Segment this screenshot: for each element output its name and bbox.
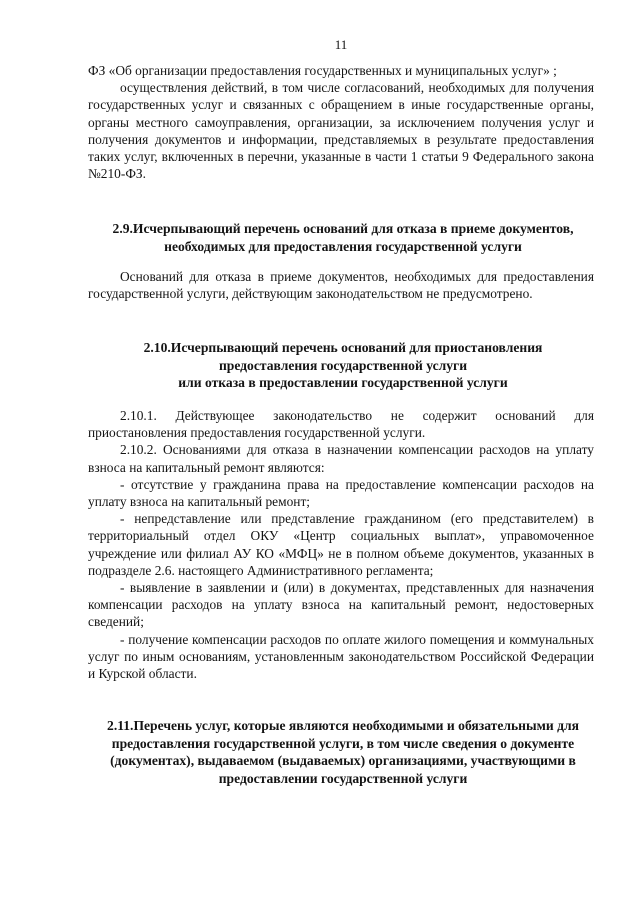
section-2-11-heading bbox=[88, 717, 598, 787]
section-2-9-heading bbox=[88, 220, 598, 255]
intro-block bbox=[88, 62, 594, 182]
section-2-10-heading bbox=[88, 339, 598, 392]
section-2-9-text: Оснований для отказа в приеме документов, необходимых для предоставления государственной услуги, действующим законодательством не предусмотрено. bbox=[88, 269, 594, 302]
section-2-10-heading-line2: предоставления государственной услуги bbox=[218, 357, 468, 373]
page-number: 11 bbox=[334, 37, 348, 52]
paragraph-2-10-1: 2.10.1. Действующее законодательство не содержит оснований для приостановления предоставления государственной услуги. bbox=[88, 408, 594, 441]
section-2-10-heading-line1: 2.10.Исчерпывающий перечень оснований для приостановления bbox=[143, 340, 543, 355]
intro-line: ФЗ «Об организации предоставления государственных и муниципальных услуг» ; bbox=[88, 63, 557, 78]
intro-paragraph: осуществления действий, в том числе согласований, необходимых для получения государственных услуг и связанных с обращением в иные государственные органы, органы местного самоуправления, организации, за исключением получения услуг и получения документов и информации, представляемых в результате предоставления таких услуг, включенных в перечни, указанные в части 1 статьи 9 Федерального закона №210-ФЗ. bbox=[88, 80, 594, 182]
section-2-10-heading-line3: или отказа в предоставлении государственной услуги bbox=[178, 375, 508, 391]
list-item-incomplete-documents: - непредставление или представление гражданином (его представителем) в территориальный отдел ОКУ «Центр социальных выплат», управомоченное учреждение или филиал АУ КО «МФЦ» не в полном объеме документов, указанных в подразделе 2.6. настоящего Административного регламента; bbox=[88, 511, 594, 578]
section-2-10-body bbox=[88, 407, 594, 682]
section-2-11-heading-text: 2.11.Перечень услуг, которые являются необходимыми и обязательными для предоставления государственной услуги, в том числе сведения о документе (документах), выдаваемом (выдаваемых) организациями, участвующими в предоставлении государственной услуги bbox=[107, 718, 579, 786]
paragraph-2-10-2: 2.10.2. Основаниями для отказа в назначении компенсации расходов на уплату взноса на капитальный ремонт являются: bbox=[88, 442, 594, 475]
section-2-9-text-block bbox=[88, 268, 594, 302]
list-item-no-right: - отсутствие у гражданина права на предоставление компенсации расходов на уплату взноса на капитальный ремонт; bbox=[88, 476, 594, 510]
section-2-9-heading-text: 2.9.Исчерпывающий перечень оснований для отказа в приеме документов, необходимых для предоставления государственной услуги bbox=[112, 221, 574, 254]
list-item-false-information: - выявление в заявлении и (или) в документах, представленных для назначения компенсации расходов на уплату взноса на капитальный ремонт, недостоверных сведений; bbox=[88, 580, 594, 630]
list-item-other-grounds: - получение компенсации расходов по оплате жилого помещения и коммунальных услуг по иным основаниям, установленным законодательством Российской Федерации и Курской области. bbox=[88, 631, 594, 682]
